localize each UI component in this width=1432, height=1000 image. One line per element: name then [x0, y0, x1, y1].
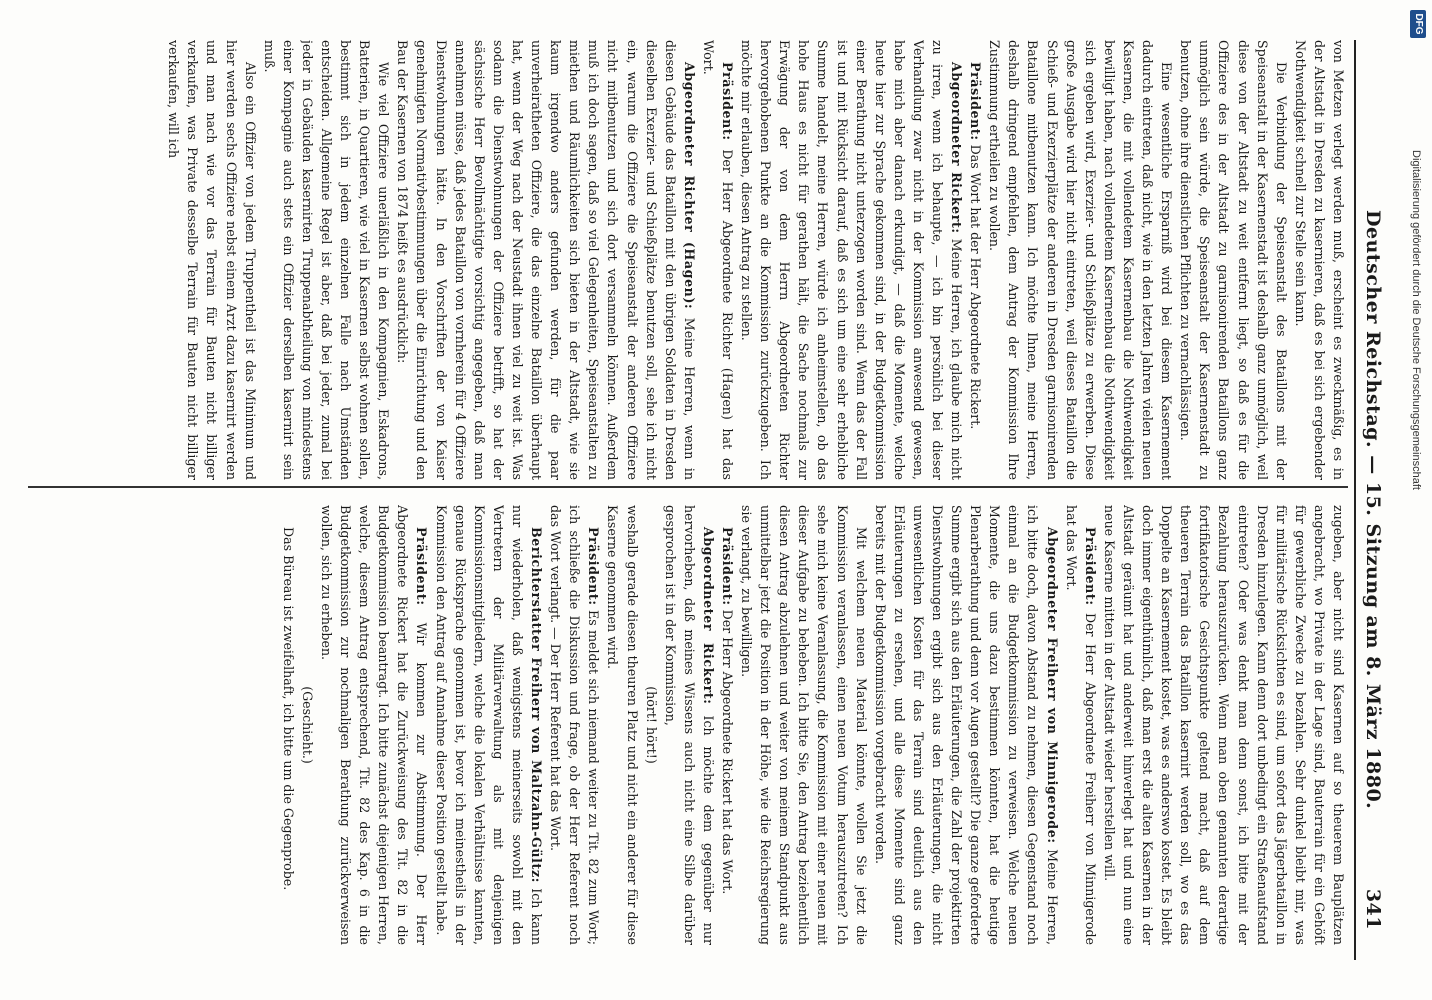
speech-paragraph [661, 505, 718, 945]
speech-text: Der Herr Abgeordnete Freiherr von Minnigerode hat das Wort. [1063, 505, 1098, 945]
body-paragraph: von Metzen verlegt werden muß, erscheint es zweckmäßig, es in der Altstadt in Dresden zu kasernieren, daß es bei sich ergebender Nothwendigkeit schnell zur Stelle sein kann. [1292, 40, 1346, 480]
speech-text: Es meldet sich niemand weiter zu Tit. 82 zum Wort; ich schließe die Diskussion und frage, ob der Herr Referent noch das Wort verlangt. — Der Herr Referent hat das Wort. [548, 505, 602, 945]
speech-text: Ich kann nur wiederholen, daß wenigstens meinerseits sowohl mit den Vertretern der Militärverwaltung als mit denjenigen Kommissionsmitgliedern, welche die lokalen Verhältnisse kannten, genaue Rücksprache genommen ist, bevor ich meinestheils in der Kommission den Antrag auf Annahme dieser Position gestellt habe. [433, 505, 545, 945]
speech-text: Meine Herren, wenn in diesen Gebäude das Bataillon mit den übrigen Soldaten in Dresden dieselben Exerzier- und Schießplätze benutzen soll, sehe ich nicht ein, warum die Offiziere die Speiseanstalt der anderen Offiziere nicht mitbenutzen und sich dort versammeln können. Außerdem muß ich doch sagen, daß so viel Gelegenheiten, Speiseanstalten zu miethen und Räumlichkeiten sich bieten in der Altstadt, wie sie kaum irgendwo anders gefunden werden, für die paar unverheiratheten Offiziere, die das einzelne Bataillon überhaupt hat, wenn der Weg nach der Neustadt ihnen viel zu weit ist. Was sodann die Dienstwohnungen der Offiziere betrifft, so hat der sächsische Herr Bevollmächtigte vorsichtig angegeben, daß man annehmen müsse, daß jedes Bataillon von vornherein für 4 Offiziere Dienstwohnungen hätte. In den Vorschriften der von Kaiser genehmigten Normativbestimmungen über die Einrichtung und den Bau der Kasernen von 1874 heißt es ausdrücklich: [395, 40, 697, 480]
speech-text: Meine Herren, ich glaube mich nicht zu irren, wenn ich behaupte, — ich bin persönlich bei dieser Verhandlung zwar nicht in der Kommission anwesend gewesen, habe mich aber danach erkundigt, — daß die Momente, welche heute hier zur Sprache gekommen sind, in der Budgetkommission einer Berathung nicht unterzogen worden sind. Wenn das der Fall ist und mit Rücksicht darauf, daß es sich um eine sehr erhebliche Summe handelt, meine Herren, würde ich anheimstellen, ob das hohe Haus es nicht für gerathen hält, die Sache nochmals zur Erwägung der von dem Herrn Abgeordneten Richter hervorgehobenen Punkte an die Kommission zurückzugeben. Ich möchte mir erlauben, diesen Antrag zu stellen. [739, 40, 965, 480]
speaker-name: Abgeordneter Rickert: [700, 527, 716, 705]
interjection: (hört! hört!) [643, 686, 659, 764]
body-paragraph: zugeben, aber nicht sind Kasernen auf so theuerem Bauplätzen angebracht, wo Private in der Lage sind, Bauterrain für ein Gehöft für gewerbliche Zwecke zu bezahlen. Sehr dunkel bleibt mir, was für militärische Rücksichten es sind, um sofort das Jägerbataillon in Dresden hinzulegen. Kann denn dort unbedingt ein Straßenaufstand eintreten? Oder was denkt man denn sonst, ich bitte mit der Bezahlung herauszurücken. Wenn man oben genannten derartige fortifikatorische Gesichtspunkte geltend macht, daß auf dem theueren Terrain das Bataillon kasernirt werden soll, wo es das Doppelte an Kasernement kostet, was es anderswo kostet. Es bleibt doch immer eigenthümlich, daß man erst die alten Kasernen in der Altstadt geräumt hat und anderweit hinverlegt hat und nun eine neue Kaserne mitten in der Altstadt wieder herstellen will. [1101, 505, 1346, 945]
speech-text: Der Herr Abgeordnete Rickert hat das Wort. [720, 605, 735, 895]
speech-paragraph [699, 40, 737, 480]
digitization-credit: Digitalisierung gefördert durch die Deutsche Forschungsgemeinschaft [1410, 150, 1422, 490]
header-rule [1354, 40, 1356, 960]
speech-text: Der Herr Abgeordnete Richter (Hagen) hat das Wort. [700, 40, 735, 480]
speech-paragraph [546, 505, 603, 945]
speaker-name: Präsident: [720, 62, 735, 141]
speaker-name: Präsident: [720, 527, 735, 606]
speaker-name: Präsident: [968, 62, 984, 141]
right-text-column [18, 505, 1348, 945]
speaker-name: Abgeordneter Freiherr von Minnigerode: [1044, 527, 1060, 844]
column-divider [28, 486, 1348, 488]
speech-paragraph [871, 505, 1062, 945]
speech-paragraph [317, 505, 432, 945]
body-paragraph: Also ein Offizier von jedem Truppentheil ist das Minimum und hier werden sechs Offiziere nebst einem Arzt dazu kasernirt werden und man nach wie vor das Terrain für Bauten nicht billiger verkaufen, was Private desselbe Terrain für Bauten nicht billiger verkaufen, will ich [166, 40, 258, 480]
speech-paragraph [966, 40, 985, 480]
body-paragraph: Das Büreau ist zweifelhaft, ich bitte um die Gegenprobe. [280, 527, 296, 891]
body-paragraph: Wie viel Offiziere unerläßlich in den Kompagnien, Eskadrons, Batterien, in Quartieren, wie viel in Kasernen selbst wohnen sollen, bestimmt sich in jedem einzelnen Falle nach Umständen entscheiden. Allgemeine Regel ist aber, daß bei jeder, zumal bei jeder in Gebäuden kasernirten Truppenabtheilung von mindestens einer Kompagnie auch stets ein Offizier derselben kasernirt sein muß. [261, 40, 392, 480]
body-paragraph: weshalb gerade diesen theuren Platz und nicht ein anderer für diese Kaserne genommen wird. [605, 505, 640, 945]
speech-text: Das Wort hat der Herr Abgeordnete Rickert. [968, 140, 984, 430]
speech-text: Wir kommen zur Abstimmung. Der Herr Abgeordnete Rickert hat die Zurückweisung des Tit. 82 in die Budgetkommission beantragt. Ich bitte zunächst diejenigen Herren, welche, diesem Antrag entsprechend, Tit. 82 des Kap. 6 in die Budgetkommission zur nochmaligen Berathung zurückverweisen wollen, sich zu erheben. [319, 505, 430, 945]
speech-text: Ich möchte dem gegenüber nur hervorheben, daß meines Wissens auch nicht eine Silbe darüber gesprochen ist in der Kommission, [662, 505, 716, 945]
speaker-name: Abgeordneter Richter (Hagen): [681, 62, 697, 310]
dfg-logo: DFG [1410, 10, 1426, 38]
speaker-name: Berichterstatter Freiherr von Maltzahn-Gültz: [529, 527, 545, 883]
speech-paragraph [393, 40, 699, 480]
running-head: Deutscher Reichstag. — 15. Sitzung am 8. März 1880. [1362, 210, 1384, 810]
left-text-column [18, 40, 1348, 480]
speaker-name: Präsident: [1082, 527, 1098, 606]
body-paragraph: Die Verbindung der Speiseanstalt des Bataillons mit der Speiseanstalt in der Kasernenstadt ist deshalb ganz unmöglich, weil diese von der Altstadt zu weit entfernt liegt, so daß es für die Offiziere des in der Altstadt zu garnisonirenden Bataillons ganz unmöglich sein würde, die Speiseanstalt der Kasernenstadt zu benutzen, ohne ihre dienstlichen Pflichten zu vernachlässigen. [1178, 40, 1289, 480]
interjection: (Geschieht.) [299, 686, 315, 764]
speech-paragraph [737, 40, 966, 480]
speech-text: Meine Herren, ich bitte doch, davon Abstand zu nehmen, diesen Gegenstand noch einmal an die Budgetkommission zu verweisen. Welche neuen Momente, die uns dazu bestimmen könnten, hat die heutige Plenarberathung und denn vor Augen gestellt? Die ganze geforderte Summe ergibt sich aus den Erläuterungen, die Zahl der projektirten Dienstwohnungen ergibt sich aus den Erläuterungen, die nicht unwesentlichen Kosten für das Terrain sind deutlich aus den Erläuterungen zu ersehen, und alle diese Momente sind ganz bereits mit der Budgetkommission vorgebracht worden. [872, 505, 1060, 945]
page-header [1360, 40, 1390, 960]
speaker-name: Präsident: [414, 527, 430, 606]
speech-paragraph [1062, 505, 1100, 945]
page-number: 341 [1362, 888, 1384, 930]
body-paragraph: Eine wesentliche Ersparniß wird bei diesem Kasernement dadurch eintreten, daß nicht, wie in den letzten Jahren vielen neuen Kasernen, die mit vollendetem Kasernenbau die Nothwendigkeit bewilligt haben, nach vollendetem Kasernenbau die Nothwendigkeit sich ergeben wird, Exerzier- und Schießplätze zu erwerben. Diese große Ausgabe wird hier nicht eintreten, weil dieses Bataillon die Schieß- und Exerzierplätze der anderen in Dresden garnisonirenden Bataillone mitbenutzen kann. Ich möchte Ihnen, meine Herren, deshalb dringend empfehlen, dem Antrag der Kommission Ihre Zustimmung ertheilen zu wollen. [987, 40, 1175, 480]
speaker-name: Abgeordneter Rickert: [949, 62, 965, 234]
speech-paragraph [432, 505, 547, 945]
speaker-name: Präsident: [586, 527, 602, 606]
body-paragraph: Mit welchem neuen Material könnte, wollen Sie jetzt die Kommission veranlassen, einen neuen Votum herauszutreten? Ich sehe mich keine Veranlassung, die Kommission mit einer neuen mit dieser Aufgabe zu beheben. Ich bitte Sie, den Antrag beziehentlich diesen Antrag abzulehnen und weiter von meinem Standpunkt aus unmittelbar jetzt die Position in der Höhe, wie die Reichsregierung sie verlangt, zu bewilligen. [739, 505, 869, 945]
speech-paragraph [718, 505, 737, 945]
